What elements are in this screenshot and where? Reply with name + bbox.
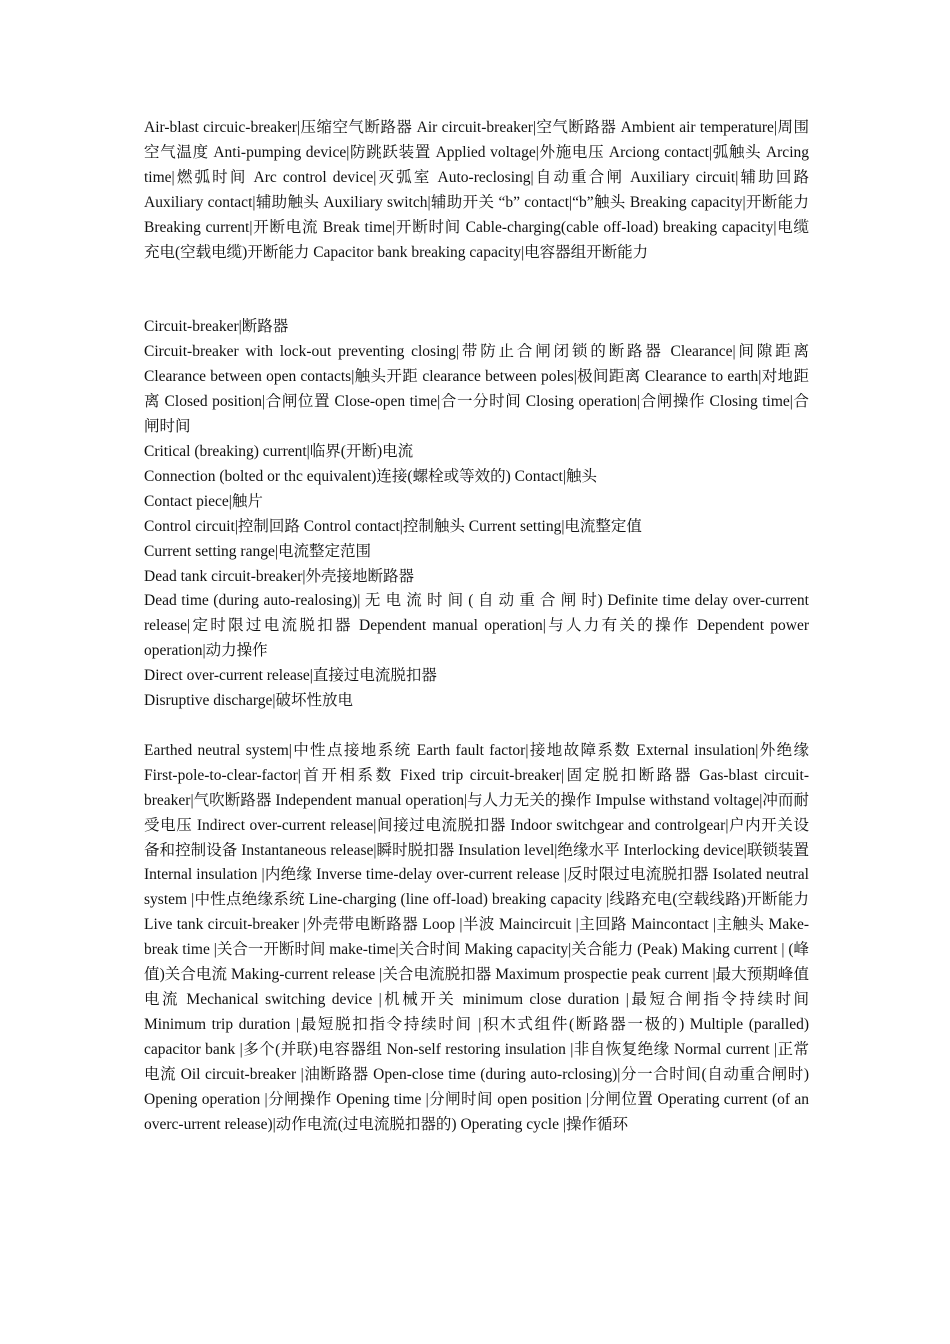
- glossary-line: Circuit-breaker with lock-out preventing closing|带防止合闸闭锁的断路器 Clearance|间隙距离 Clearance between open contacts|触头开距 clearance between poles|极间距离 Clearance to earth|对地距离 Closed position|合闸位置 Close-open time|合一分时间 Closing operation|合闸操作 Closing time|合闸时间: [144, 343, 809, 436]
- glossary-paragraph-c-d: [144, 315, 809, 714]
- glossary-line: Current setting range|电流整定范围: [144, 542, 371, 560]
- glossary-line: Contact piece|触片: [144, 492, 263, 510]
- glossary-line: Dead tank circuit-breaker|外壳接地断路器: [144, 567, 414, 585]
- glossary-line: Circuit-breaker|断路器: [144, 318, 289, 336]
- glossary-paragraph-a-c: Air-blast circuic-breaker|压缩空气断路器 Air circuit-breaker|空气断路器 Ambient air temperature|周围空气温度 Anti-pumping device|防跳跃装置 Applied voltage|外施电压 Arciong contact|弧触头 Arcing time|燃弧时间 Arc control device|灭弧室 Auto-reclosing|自动重合闸 Auxiliary circuit|辅助回路 Auxiliary contact|辅助触头 Auxiliary switch|辅助开关 “b” contact|“b”触头 Breaking capacity|开断能力 Breaking current|开断电流 Break time|开断时间 Cable-charging(cable off-load) breaking capacity|电缆充电(空载电缆)开断能力 Capacitor bank breaking capacity|电容器组开断能力: [144, 119, 809, 261]
- glossary-paragraph-e-o: Earthed neutral system|中性点接地系统 Earth fault factor|接地故障系数 External insulation|外绝缘 First-pole-to-clear-factor|首开相系数 Fixed trip circuit-breaker|固定脱扣断路器 Gas-blast circuit-breaker|气吹断路器 Independent manual operation|与人力无关的操作 Impulse withstand voltage|冲而耐受电压 Indirect over-current release|间接过电流脱扣器 Indoor switchgear and controlgear|户内开关设备和控制设备 Instantaneous release|瞬时脱扣器 Insulation level|绝缘水平 Interlocking device|联锁装置 Internal insulation |内绝缘 Inverse time-delay over-current release |反时限过电流脱扣器 Isolated neutral system |中性点绝缘系统 Line-charging (line off-load) breaking capacity |线路充电(空载线路)开断能力 Live tank circuit-breaker |外壳带电断路器 Loop |半波 Maincircuit |主回路 Maincontact |主触头 Make-break time |关合一开断时间 make-time|关合时间 Making capacity|关合能力 (Peak) Making current | (峰值)关合电流 Making-current release |关合电流脱扣器 Maximum prospectie peak current |最大预期峰值电流 Mechanical switching device |机械开关 minimum close duration |最短合闸指令持续时间 Minimum trip duration |最短脱扣指令持续时间 |积木式组件(断路器一极的) Multiple (paralled) capacitor bank |多个(并联)电容器组 Non-self restoring insulation |非自恢复绝缘 Normal current |正常电流 Oil circuit-breaker |油断路器 Open-close time (during auto-rclosing)|分一合时间(自动重合闸时) Opening operation |分闸操作 Opening time |分闸时间 open position |分闸位置 Operating current (of an overc-urrent release)|动作电流(过电流脱扣器的) Operating cycle |操作循环: [144, 741, 809, 1133]
- paragraph-spacer: [144, 714, 809, 739]
- glossary-body: [144, 116, 809, 1137]
- glossary-line: Control circuit|控制回路 Control contact|控制触头 Current setting|电流整定值: [144, 517, 642, 535]
- glossary-line: Direct over-current release|直接过电流脱扣器: [144, 667, 437, 685]
- glossary-line: Connection (bolted or thc equivalent)连接(螺栓或等效的) Contact|触头: [144, 467, 597, 485]
- glossary-line: Critical (breaking) current|临界(开断)电流: [144, 442, 414, 460]
- paragraph-spacer: [144, 265, 809, 315]
- glossary-line: Dead time (during auto-realosing)| 无 电 流 时 间 ( 自 动 重 合 闸 时) Definite time delay over-current release|定时限过电流脱扣器 Dependent manual operation|与人力有关的操作 Dependent power operation|动力操作: [144, 592, 809, 660]
- glossary-line: Disruptive discharge|破坏性放电: [144, 692, 354, 710]
